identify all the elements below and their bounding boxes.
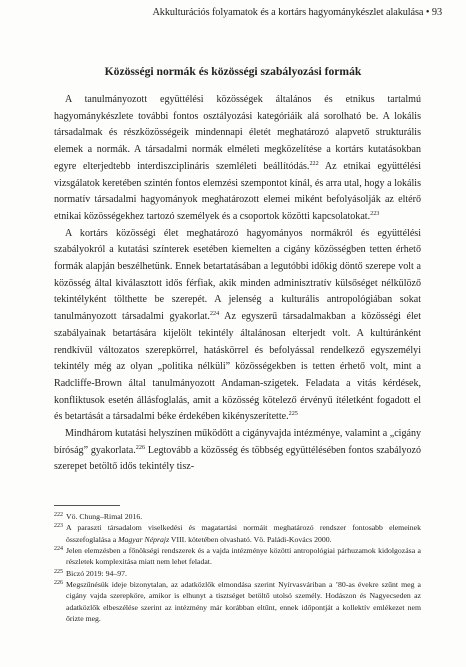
footnote [54, 545, 421, 568]
paragraph-3 [54, 426, 421, 476]
footnote-number: 224 [54, 546, 63, 553]
page-number: 93 [431, 7, 442, 18]
footnote [54, 568, 421, 579]
footnote-number: 222 [54, 512, 63, 518]
footnote-ref[interactable]: 223 [370, 209, 380, 217]
paragraph-text: A tanulmányozott együttélési közösségek általános és etnikus tartalmú hagyománykészlete további fontos osztályozási kategóriáik alá sorolható be. A lokális társadalmak és részközösségeik mindennapi életét meghatározó alapvető strukturális elemek a normák. A társadalmi normák elméleti megközelítése a kortárs kutatásokban egyre elterjedtebb interdiszciplináris szemléleti beállítódás. [54, 94, 421, 172]
footnotes [54, 511, 421, 624]
paragraph-text: Mindhárom kutatási helyszínen működött a cigányvajda intézménye, valamint a „cigány bíróság” gyakorlata. [54, 428, 421, 456]
body-text [54, 92, 421, 476]
footnote-text: A paraszti társadalom viselkedési és magatartási normáit meghatározó rendszer fontosabb elemeinek összefoglalása a [66, 523, 421, 544]
footnote-text: Jelen elemzésben a főnökségi rendszerek és a vajda intézménye közötti antropológiai párhuzamok kidolgozása a részletek komplexitása miatt nem lehet feladat. [66, 546, 421, 567]
paragraph-text: A kortárs közösségi élet meghatározó hagyományos normákról és együttélési szabályokról a kutatási színterek esetében kiemelten a cigány közösségben tetten érhető formák alapján beszélhetünk. Ennek betartatásában a legutóbbi időkig döntő szerepe volt a közösség által kiválasztott idős férfiak, akik minden adminisztratív külsőséget nélkülöző tekintélyként tölthette be szerepét. A jelenség a kulturális antropológiában sokat tanulmányozott társadalmi gyakorlat. [54, 227, 421, 323]
footnote-number: 223 [54, 523, 63, 530]
footnote-ref[interactable]: 226 [135, 443, 146, 451]
footnote-number: 226 [54, 580, 63, 587]
paragraph-1 [54, 92, 421, 226]
header-separator: • [425, 7, 430, 18]
footnote-text: VIII. kötetében olvasható. Vö. Paládi-Kovács 2000. [169, 534, 332, 544]
paragraph-text: Legtovább a közösség és többség együttélésében fontos szabályozó szerepet betöltő idős tekintély tisz- [54, 444, 421, 473]
footnote-number: 225 [54, 568, 63, 575]
paragraph-text: Az egyszerű társadalmakban a közösségi élet szabályainak betartására kijelölt tekintély általánosan elterjedt volt. A kultúránként rendkívül változatos szerepkörrel, hatáskörrel és befolyással rendelkező egyszemélyi tekintély még az olyan „politika nélküli” közösségekben is tetten érhető volt, mint a Radcliffe-Brown által tanulmányozott Andaman-szigetek. Feladata a vitás kérdések, konfliktusok esetén állásfoglalás, amit a közösség kötelező érvényű ítéletként fogadott el és betartását a társadalmi béke érdekében kikényszerítette. [54, 311, 421, 423]
running-header [52, 7, 442, 18]
book-title: Magyar Néprajz [118, 534, 170, 544]
footnote-divider [54, 505, 120, 506]
footnote-ref[interactable]: 224 [209, 310, 220, 318]
footnote [54, 579, 421, 624]
footnote-text: Biczó 2019: 94–97. [66, 568, 127, 578]
paragraph-text: Az etnikai együttélési vizsgálatok keretében szintén fontos elemzési szempontot kínál, és arra utal, hogy a lokális normatív társadalmi hagyományok meghatározott elemei miként befolyásolják az eltérő etnikai közösségekhez tartozó személyek és a csoportok közötti kapcsolatokat. [54, 160, 421, 222]
footnote-ref[interactable]: 222 [309, 159, 319, 167]
footnote-text: Vö. Chung–Rimal 2016. [66, 512, 143, 521]
footnote [54, 522, 421, 545]
footnote-text: Megszűnésük ideje bizonytalan, az adatközlők elmondása szerint Nyírvasváriban a ’80-as évekre szűnt meg a cigány vajda szerepköre, amikor is elhunyt a tisztséget betöltő utolsó személy. Hodászon és Nagyecseden az adatközlők elbeszélése szerint az intézmény már korábban eltűnt, ennek időpontját a kollektív emlékezet nem őrizte meg. [66, 580, 421, 624]
footnote [54, 511, 421, 522]
paragraph-2 [54, 226, 421, 426]
running-title: Akkulturációs folyamatok és a kortárs hagyománykészlet alakulása [152, 7, 424, 18]
footnote-ref[interactable]: 225 [288, 410, 298, 418]
section-title: Közösségi normák és közösségi szabályozási formák [104, 65, 362, 78]
